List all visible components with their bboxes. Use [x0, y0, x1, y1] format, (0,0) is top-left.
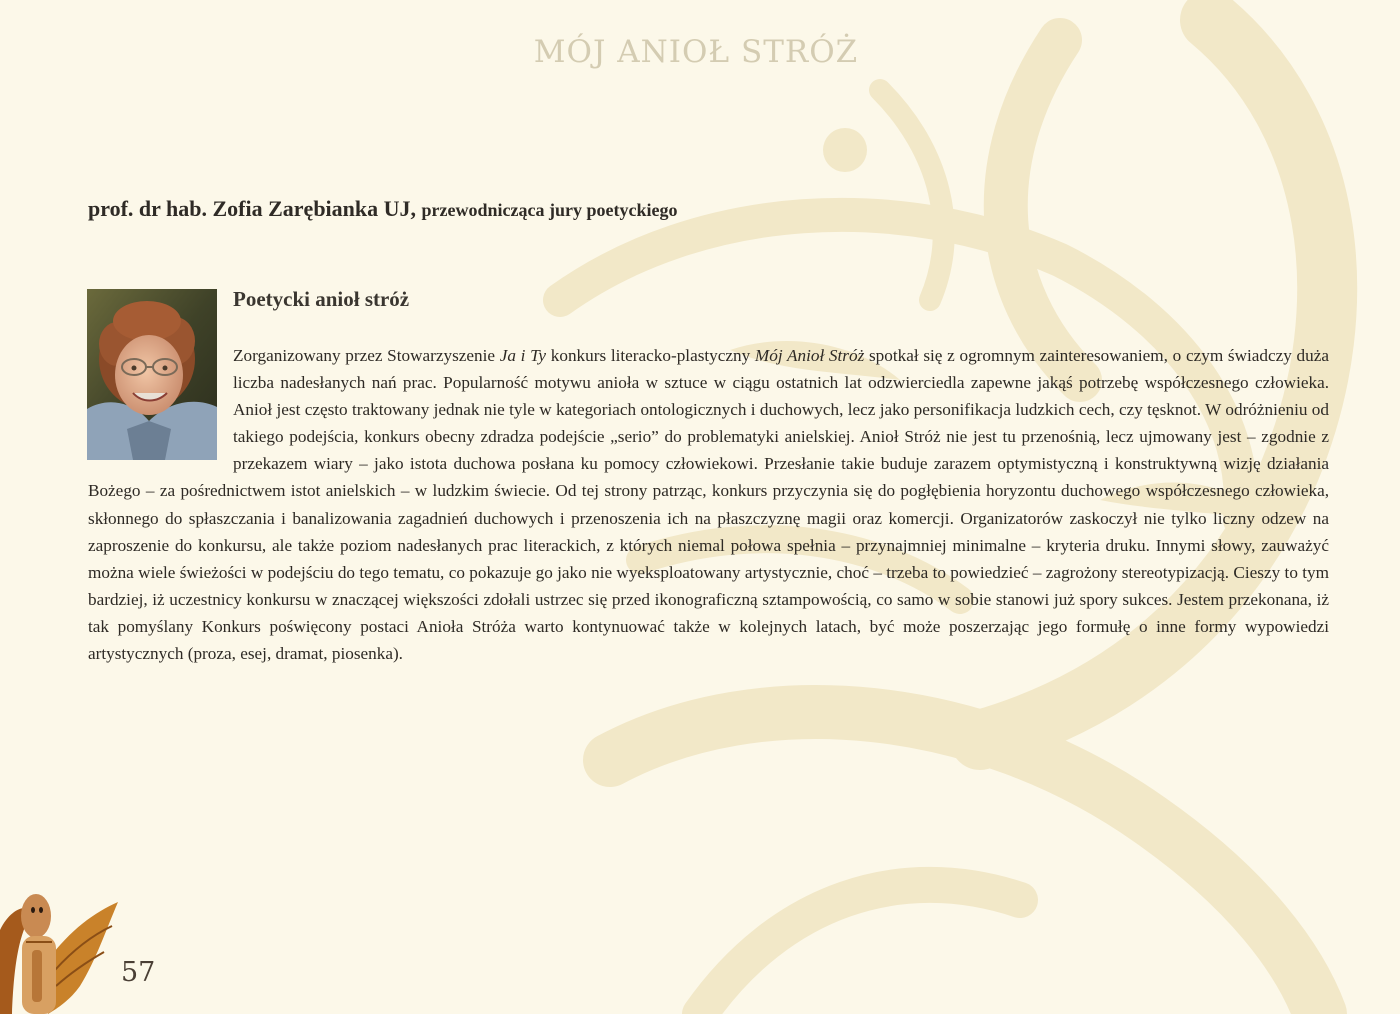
photo-spacer [88, 342, 233, 464]
author-name: prof. dr hab. Zofia Zarębianka UJ, [88, 196, 417, 221]
running-title: MÓJ ANIOŁ STRÓŻ [533, 34, 859, 70]
article-body [88, 342, 1329, 667]
article-title: Poetycki anioł stróż [233, 287, 410, 311]
body-segment: konkurs literacko-plastyczny [546, 346, 755, 365]
page-number: 57 [121, 957, 156, 988]
body-segment: spotkał się z ogromnym zainteresowaniem, o czym świadczy duża liczba nadesłanych nań prac. Popularność motywu anioła w sztuce w ciągu ostatnich lat odzwierciedla zapewne jakąś potrzebę współczesnego człowieka. Anioł jest często traktowany jednak nie tyle w kategoriach ontologicznych i duchowych, lecz jako personifikacja ludzkich cech, czy tęsknot. W odróżnieniu od takiego podejścia, konkurs obecny zdradza podejście „serio” do problematyki anielskiej. Anioł Stróż nie jest tu przenośnią, lecz ujmowany jest – zgodnie z przekazem wiary – jako istota duchowa posłana ku pomocy człowiekowi. Przesłanie takie buduje zarazem optymistyczną i konstruktywną wizję działania Bożego – za pośrednictwem istot anielskich – w ludzkim świecie. Od tej strony patrząc, konkurs przyczynia się do pogłębienia horyzontu duchowego współczesnego człowieka, skłonnego do spłaszczania i banalizowania zagadnień duchowych i przenoszenia ich na płaszczyznę magii oraz komercji. Organizatorów zaskoczył nie tylko liczny odzew na zaproszenie do konkursu, ale także poziom nadesłanych prac literackich, z których niemal połowa spełnia – przynajmniej minimalne – kryteria druku. Innymi słowy, zauważyć można wiele świeżości w podejściu do tego tematu, co pokazuje go jako nie wyeksploatowany artystycznie, choć – trzeba to powiedzieć – zagrożony stereotypizacją. Cieszy to tym bardziej, iż uczestnicy konkursu w znaczącej większości zdołali ustrzec się przed ikonograficzną sztampowością, co samo w sobie stanowi już spory sukces. Jestem przekonana, iż tak pomyślany Konkurs poświęcony postaci Anioła Stróża warto kontynuować także w kolejnych latach, być może poszerzając jego formułę o inne formy wypowiedzi artystycznych (proza, esej, dramat, piosenka). [88, 346, 1330, 664]
contest-name: Mój Anioł Stróż [754, 346, 865, 365]
organization-name: Ja i Ty [499, 346, 547, 365]
author-role: przewodnicząca jury poetyckiego [421, 200, 678, 220]
angel-figurine-ornament [0, 890, 120, 1014]
body-segment: Zorganizowany przez Stowarzyszenie [233, 346, 500, 365]
author-line [88, 196, 677, 222]
